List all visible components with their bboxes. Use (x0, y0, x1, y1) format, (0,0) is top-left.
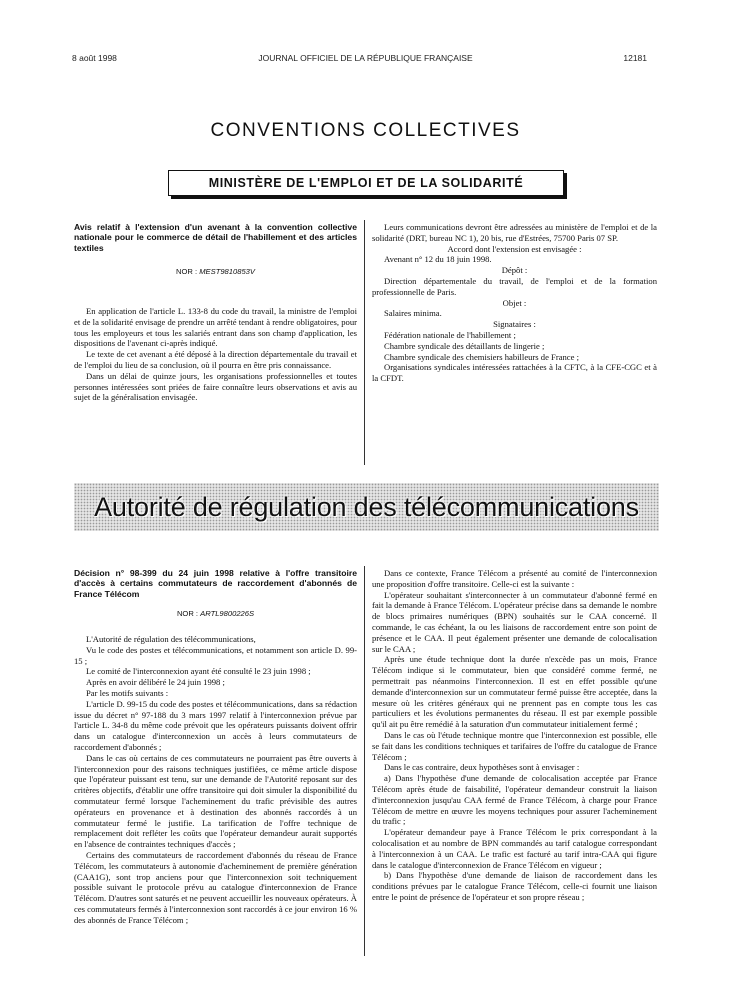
avis-address-paragraph: Leurs communications devront être adressées au ministère de l'emploi et de la solidarité (DRT, bureau NC 1), 20 bis, rue d'Estrées, 75700 Paris 07 SP. (372, 222, 657, 243)
accord-label: Accord dont l'extension est envisagée : (447, 243, 582, 254)
avis-nor-code: MEST9810853V (199, 267, 255, 277)
ministry-heading (168, 170, 564, 196)
decision-paragraph: Après une étude technique dont la durée n'excède pas un mois, France Télécom indique si le commutateur, bien que considéré comme fermé, ne permettrait pas néanmoins l'interconnexion. Il est en effet possible qu'une demande d'interconnexion sur un commutateur fermé puisse être acceptée, dans la mesure où les critères généraux qui ne prennent pas en compte tous les cas particuliers et les évolutions permanentes du réseau. Il est par exemple possible qu'il ait pu être remédié à la saturation d'un commutateur initialement fermé ; (372, 654, 657, 730)
signataire-item: Chambre syndicale des détaillants de lingerie ; (384, 340, 545, 351)
decision-left-column (74, 568, 357, 926)
header-page-number: 12181 (623, 53, 647, 63)
decision-paragraph: Dans le cas contraire, deux hypothèses sont à envisager : (384, 762, 580, 773)
avis-nor-label: NOR : (176, 267, 200, 277)
depot-value: Direction départementale du travail, de l'emploi et de la formation professionnelle de Paris. (372, 275, 657, 297)
objet-label: Objet : (502, 297, 527, 308)
decision-paragraph: L'Autorité de régulation des télécommunications, (86, 634, 256, 645)
decision-paragraph: Vu le code des postes et télécommunications, et notamment son article D. 99-15 ; (74, 644, 357, 666)
decision-title: Décision n° 98-399 du 24 juin 1998 relative à l'offre transitoire d'accès à certains commutateurs de raccordement d'abonnés de France Télécom (74, 568, 357, 599)
depot-label: Dépôt : (501, 265, 528, 276)
avis-paragraph: Dans un délai de quinze jours, les organisations professionnelles et toutes personnes intéressées sont priées de faire connaître leurs observations et avis au sujet de la généralisation envisagée. (74, 370, 357, 403)
decision-paragraph: L'opérateur demandeur paye à France Télécom le prix correspondant à la colocalisation et au nombre de BPN commandés au tarif catalogue correspondant à l'interconnexion à un CAA. Le trafic est facturé au tarif intra-CAA qui figure dans le catalogue d'interconnexion de France Télécom en vigueur ; (372, 827, 657, 870)
decision-right-column (372, 568, 657, 903)
authority-banner-title: Autorité de régulation des télécommunications (94, 491, 639, 522)
decision-nor-code: ARTL9800226S (200, 609, 255, 619)
avis-left-column (74, 222, 357, 403)
decision-paragraph: Dans ce contexte, France Télécom a présenté au comité de l'interconnexion une proposition d'offre transitoire. Celle-ci est la suivante : (372, 568, 657, 589)
decision-paragraph: Le comité de l'interconnexion ayant été consulté le 23 juin 1998 ; (86, 666, 311, 677)
avis-paragraph: En application de l'article L. 133-8 du code du travail, la ministre de l'emploi et de la solidarité envisage de prendre un arrêté tendant à rendre obligatoires, pour tous les employeurs et tous les salariés entrant dans son champ d'application, les dispositions de l'avenant ci-après indiqué. (74, 306, 357, 349)
column-divider (364, 566, 365, 956)
avis-paragraph: Le texte de cet avenant a été déposé à la direction départementale du travail et de l'emploi du lieu de sa conclusion, où il pourra en être pris connaissance. (74, 349, 357, 370)
objet-value: Salaires minima. (384, 308, 442, 319)
authority-banner (74, 483, 659, 531)
decision-paragraph: Après en avoir délibéré le 24 juin 1998 ; (86, 677, 225, 688)
signataire-item: Organisations syndicales intéressées rattachées à la CFTC, à la CFE-CGC et à la CFDT. (372, 362, 657, 384)
avis-right-column (372, 222, 657, 384)
decision-paragraph: L'article D. 99-15 du code des postes et télécommunications, dans sa rédaction issue du décret n° 97-188 du 3 mars 1997 relatif à l'interconnexion prévue par l'article L. 34-8 du même code prévoit que les opérateurs puissants doivent offrir dans un catalogue d'interconnexion un accès à leurs commutateurs de raccordement d'abonnés ; (74, 698, 357, 752)
decision-paragraph: a) Dans l'hypothèse d'une demande de colocalisation acceptée par France Télécom après étude de faisabilité, l'opérateur demandeur construit la liaison d'interconnexion jusqu'au CAA fermé de France Télécom, à charge pour France Télécom de mettre en œuvre les moyens techniques pour assurer l'acheminement du trafic ; (372, 773, 657, 827)
avis-title: Avis relatif à l'extension d'un avenant à la convention collective nationale pour le commerce de détail de l'habillement et des articles textiles (74, 222, 357, 253)
signataire-item: Chambre syndicale des chemisiers habilleurs de France ; (384, 351, 579, 362)
decision-paragraph: b) Dans l'hypothèse d'une demande de liaison de raccordement dans les conditions prévues par le catalogue France Télécom, celle-ci fournit une liaison entre le point de présence de l'opérateur et son propre réseau ; (372, 870, 657, 902)
decision-paragraph: L'opérateur souhaitant s'interconnecter à un commutateur d'abonné fermé en fait la demande à France Télécom. L'opérateur précise dans sa demande le nombre de blocs primaires numériques (BPN) souhaités sur le CAA concerné. Il commande, le cas échéant, la ou les liaisons de raccordement entre son point de présence et le CAA. Il peut également présenter une demande de colocalisation sur le CAA ; (372, 589, 657, 654)
decision-nor (74, 609, 357, 620)
decision-paragraph: Par les motifs suivants : (86, 688, 169, 698)
header-date: 8 août 1998 (72, 53, 117, 63)
decision-nor-label: NOR : (176, 609, 201, 619)
signataires-label: Signataires : (493, 319, 536, 330)
accord-value: Avenant n° 12 du 18 juin 1998. (384, 254, 492, 265)
ministry-name: MINISTÈRE DE L'EMPLOI ET DE LA SOLIDARITÉ (208, 176, 524, 190)
avis-nor (74, 267, 357, 278)
section-title: CONVENTIONS COLLECTIVES (210, 120, 521, 141)
decision-paragraph: Dans le cas où l'étude technique montre que l'interconnexion est possible, elle se fait dans les conditions techniques et tarifaires de l'offre du catalogue de France Télécom ; (372, 729, 657, 762)
signataire-item: Fédération nationale de l'habillement ; (384, 329, 516, 340)
header-journal-title: JOURNAL OFFICIEL DE LA RÉPUBLIQUE FRANÇAISE (258, 53, 473, 63)
decision-paragraph: Certains des commutateurs de raccordement d'abonnés du réseau de France Télécom, les commutateurs à autonomie d'acheminement de première génération (CAA1G), sont trop anciens pour que l'interconnexion soit techniquement possible suivant le protocole prévu au catalogue d'interconnexion de France Télécom. D'autres sont saturés et ne peuvent accueillir les nouveaux opérateurs. À ces commutateurs fermés à l'interconnexion sont raccordés à ce jour environ 16 % des abonnés de France Télécom ; (74, 849, 357, 925)
decision-paragraph: Dans le cas où certains de ces commutateurs ne pourraient pas être ouverts à l'interconnexion pour des raisons techniques justifiées, ce même article dispose que l'opérateur puissant est tenu, sur une demande de l'Autorité reposant sur des critères objectifs, d'établir une offre transitoire qui doit simuler la disponibilité du commutateur fermé lorsque l'acheminement du trafic prévisible des autres opérateurs en provenance et à destination des abonnés raccordés à un commutateur fermé le justifie. La tarification de l'offre technique de remplacement doit refléter les coûts que l'opérateur demandeur aurait supportés en l'absence de contraintes techniques d'accès ; (74, 752, 357, 850)
column-divider (364, 220, 365, 465)
